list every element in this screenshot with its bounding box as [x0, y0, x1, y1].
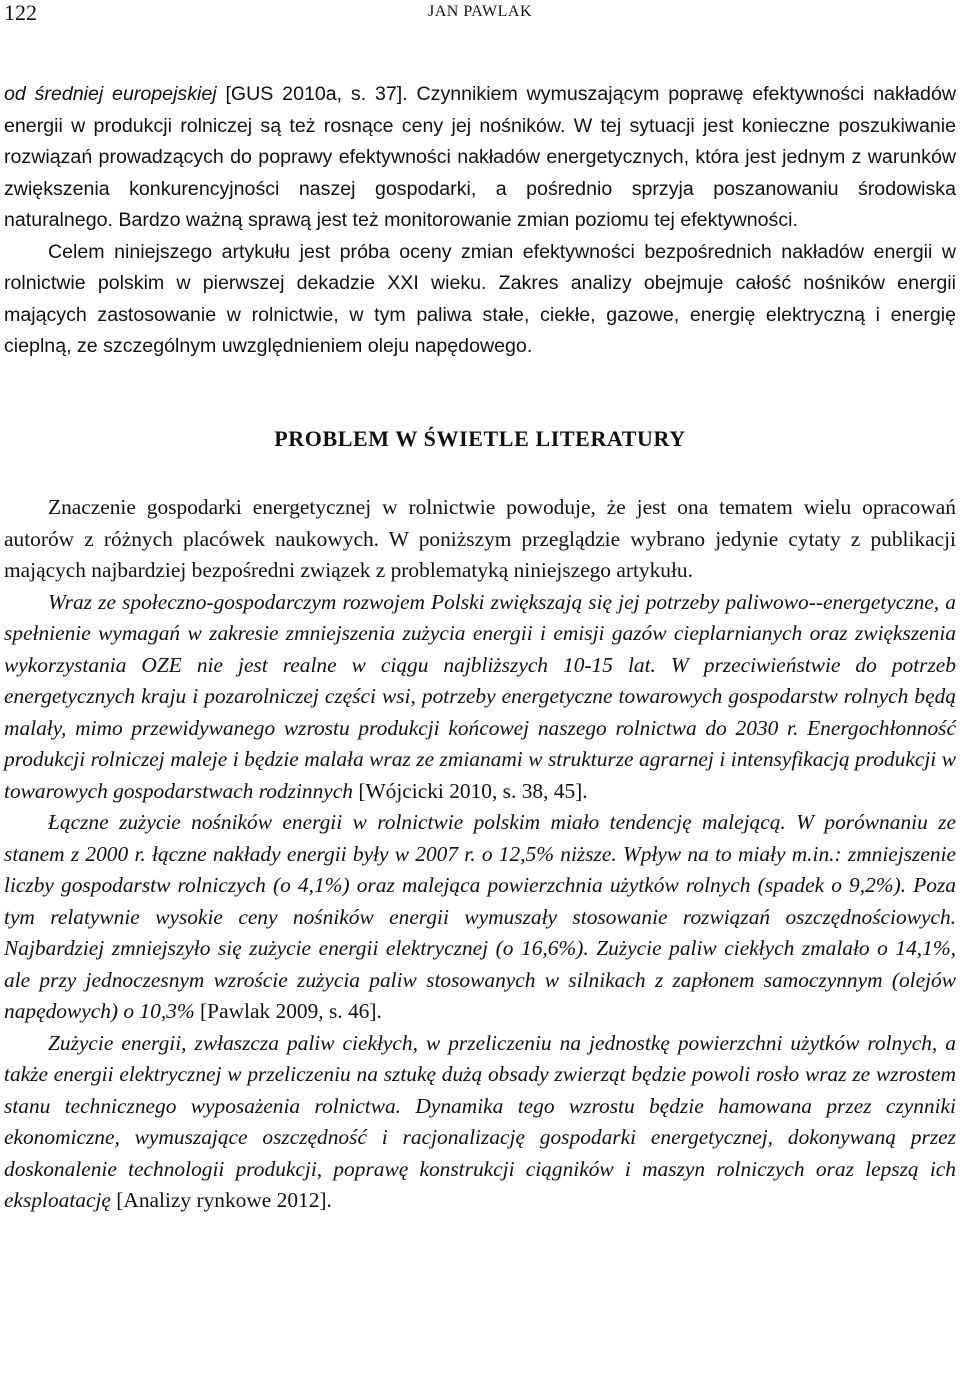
- quote-text: Łączne zużycie nośników energii w rolnictwie polskim miało tendencję malejącą. W porównaniu ze stanem z 2000 r. łączne nakłady energii były w 2007 r. o 12,5% niższe. Wpływ na to miały m.in.: zmniejszenie liczby gospodarstw rolniczych (o 4,1%) oraz malejąca powierzchnia użytków rolnych (spadek o 9,2%). Poza tym relatywnie wysokie ceny nośników energii wymuszały stosowanie rozwiązań oszczędnościowych. Najbardziej zmniejszyło się zużycie energii elektrycznej (o 16,6%). Zużycie paliw ciekłych zmalało o 14,1%, ale przy jednoczesnym wzroście zużycia paliw stosowanych w silnikach z zapłonem samoczynnym (olejów napędowych) o 10,3%: [4, 810, 956, 1023]
- section-heading: PROBLEM W ŚWIETLE LITERATURY: [274, 425, 686, 451]
- paragraph-text: Znaczenie gospodarki energetycznej w rolnictwie powoduje, że jest ona tematem wielu opracowań autorów z różnych placówek naukowych. W poniższym przeglądzie wybrano jedynie cytaty z publikacji mających najbardziej bezpośredni związek z problematyką niniejszego artykułu.: [4, 495, 956, 582]
- paragraph-text: Czynnikiem wymuszającym poprawę efektywności nakładów energii w produkcji rolniczej są też rosnące ceny jej nośników. W tej sytuacji jest konieczne poszukiwanie rozwiązań prowadzących do poprawy efektywności nakładów energetycznych, która jest jednym z warunków zwiększenia konkurencyjności naszej gospodarki, a pośrednio sprzyja poszanowaniu środowiska naturalnego. Bardzo ważną sprawą jest też monitorowanie zmian poziomu tej efektywności.: [4, 83, 956, 231]
- document-page: [4, 0, 956, 1212]
- quote-pawlak: [4, 807, 956, 1028]
- quote-wojcicki: [4, 587, 956, 808]
- article-body: [4, 79, 956, 1217]
- page-header: [4, 0, 956, 40]
- page-number: 122: [4, 0, 37, 25]
- running-head-author: JAN PAWLAK: [427, 3, 533, 20]
- quote-text: Zużycie energii, zwłaszcza paliw ciekłych, w przeliczeniu na jednostkę powierzchni użytków rolnych, a także energii elektrycznej w przeliczeniu na sztukę dużą obsady zwierząt będzie powoli rosło wraz ze wzrostem stanu technicznego wyposażenia rolnictwa. Dynamika tego wzrostu będzie hamowana przez czynniki ekonomiczne, wymuszające oszczędność i racjonalizację gospodarki energetycznej, dokonywaną przez doskonalenie technologii produkcji, poprawę konstrukcji ciągników i maszyn rolniczych oraz lepszą ich eksploatację: [4, 1030, 956, 1212]
- citation: [Pawlak 2009, s. 46].: [194, 999, 382, 1023]
- paragraph-aim: [4, 237, 956, 363]
- italic-quote-fragment: od średniej europejskiej: [4, 83, 217, 105]
- paragraph-literature-intro: [4, 492, 956, 587]
- quote-analizy-rynkowe: [4, 1028, 956, 1217]
- citation: [Wójcicki 2010, s. 38, 45].: [352, 778, 588, 803]
- citation: [Analizy rynkowe 2012].: [110, 1188, 332, 1212]
- paragraph-intro-continued: [4, 79, 956, 237]
- paragraph-text: Celem niniejszego artykułu jest próba oceny zmian efektywności bezpośrednich nakładów energii w rolnictwie polskim w pierwszej dekadzie XXI wieku. Zakres analizy obejmuje całość nośników energii mających zastosowanie w rolnictwie, w tym paliwa stałe, ciekłe, gazowe, energię elektryczną i energię cieplną, ze szczególnym uwzględnieniem oleju napędowego.: [4, 240, 956, 357]
- citation: [GUS 2010a, s. 37].: [216, 83, 417, 105]
- quote-text: Wraz ze społeczno-gospodarczym rozwojem Polski zwiększają się jej potrzeby paliwowo--energetyczne, a spełnienie wymagań w zakresie zmniejszenia zużycia energii i emisji gazów cieplarnianych oraz zwiększenia wykorzystania OZE nie jest realne w ciągu najbliższych 10-15 lat. W przeciwieństwie do potrzeb energetycznych kraju i pozarolniczej części wsi, potrzeby energetyczne towarowych gospodarstw rolnych będą malały, mimo przewidywanego wzrostu produkcji końcowej naszego rolnictwa do 2030 r. Energochłonność produkcji rolniczej maleje i będzie malała wraz ze zmianami w strukturze agrarnej i intensyfikacją produkcji w towarowych gospodarstwach rodzinnych: [4, 589, 956, 803]
